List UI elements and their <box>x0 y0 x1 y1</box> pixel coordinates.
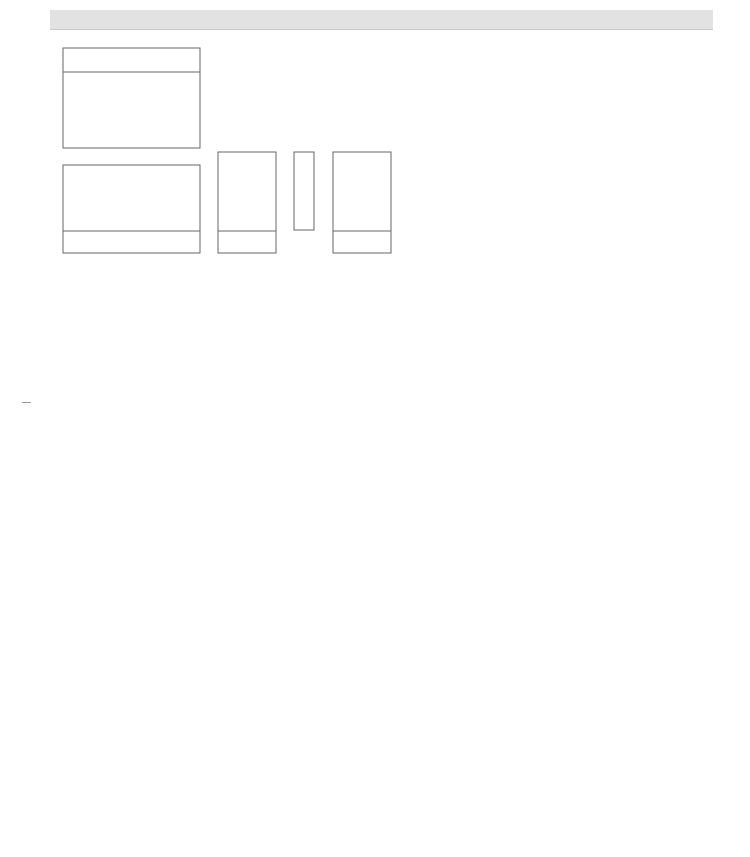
terminal-diagram <box>0 0 750 290</box>
margin-mark <box>22 402 31 403</box>
